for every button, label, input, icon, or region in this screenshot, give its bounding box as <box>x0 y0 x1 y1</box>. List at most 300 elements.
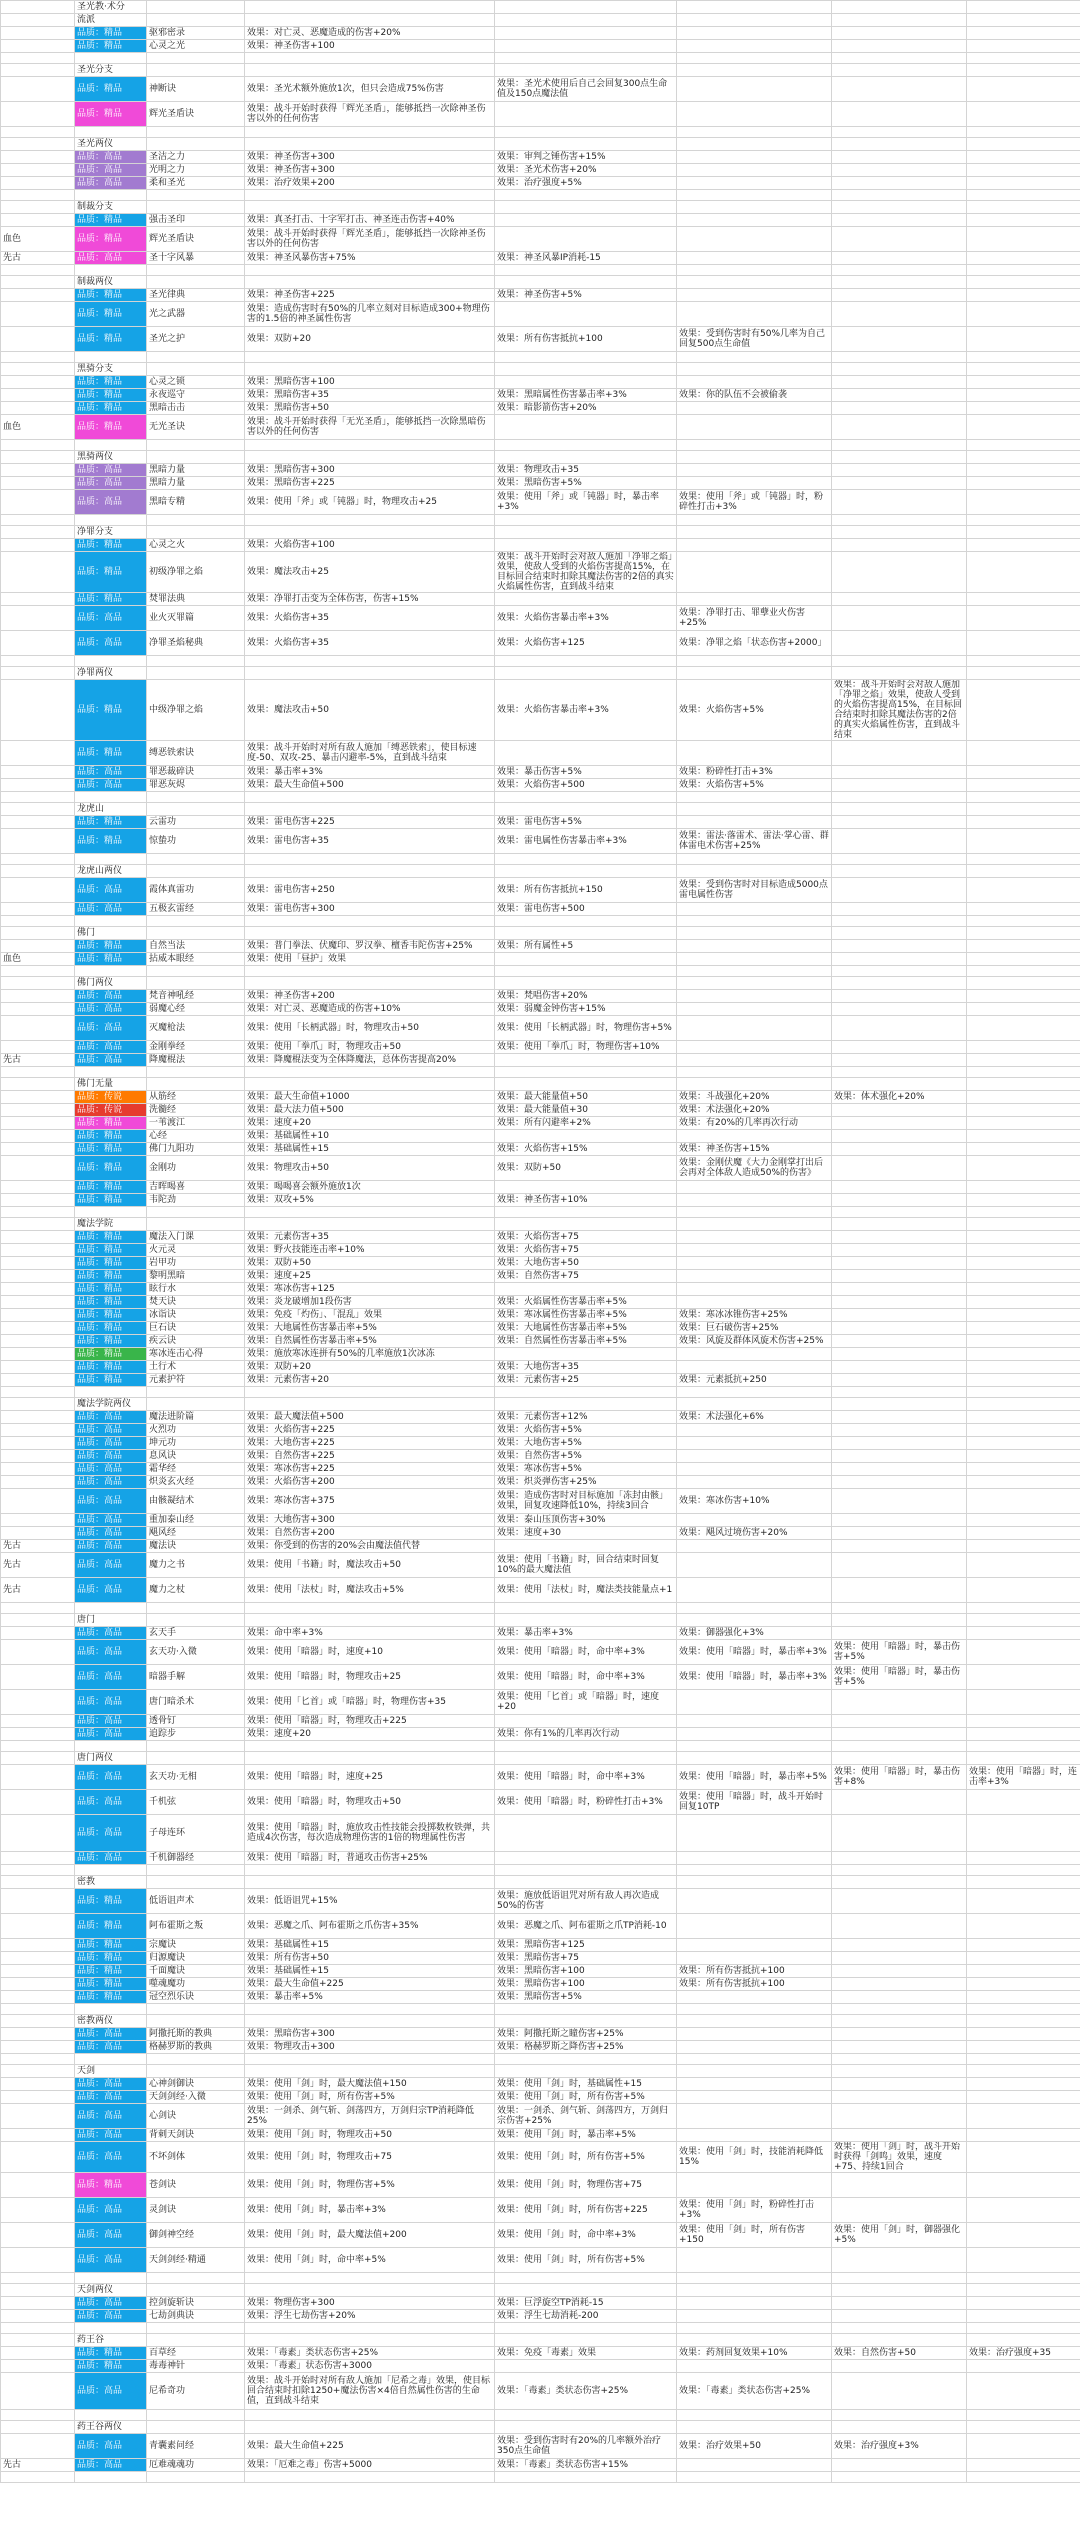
empty-cell[interactable] <box>832 966 967 977</box>
effect-cell[interactable] <box>677 1231 832 1244</box>
effect-cell[interactable] <box>677 1939 832 1952</box>
grade-cell[interactable]: 品质：精品 <box>75 77 147 102</box>
empty-cell[interactable] <box>245 138 495 151</box>
skill-name-cell[interactable]: 灭魔枪法 <box>147 1016 245 1041</box>
empty-cell[interactable] <box>147 792 245 803</box>
origin-cell[interactable] <box>1 990 75 1003</box>
origin-cell[interactable] <box>1 1104 75 1117</box>
effect-cell[interactable] <box>967 1437 1080 1450</box>
grade-cell[interactable]: 品质：高品 <box>75 1553 147 1578</box>
empty-cell[interactable] <box>245 1614 495 1627</box>
grade-cell[interactable]: 品质：高品 <box>75 1437 147 1450</box>
effect-cell[interactable]: 效果：使用「拳爪」时，物理伤害+10% <box>495 1041 677 1054</box>
empty-cell[interactable] <box>75 352 147 363</box>
effect-cell[interactable] <box>967 2104 1080 2129</box>
empty-cell[interactable] <box>495 526 677 539</box>
empty-cell[interactable] <box>832 1865 967 1876</box>
effect-cell[interactable] <box>967 1181 1080 1194</box>
skill-name-cell[interactable]: 光之武器 <box>147 302 245 327</box>
grade-cell[interactable]: 品质：高品 <box>75 1489 147 1514</box>
empty-cell[interactable] <box>495 2065 677 2078</box>
effect-cell[interactable] <box>832 1361 967 1374</box>
empty-cell[interactable] <box>147 854 245 865</box>
effect-cell[interactable]: 效果：双防+50 <box>245 1257 495 1270</box>
grade-cell[interactable]: 品质：高品 <box>75 779 147 792</box>
effect-cell[interactable] <box>677 1476 832 1489</box>
skill-name-cell[interactable]: 玄天手 <box>147 1627 245 1640</box>
grade-cell[interactable]: 品质：精品 <box>75 1257 147 1270</box>
empty-cell[interactable] <box>967 352 1080 363</box>
effect-cell[interactable] <box>677 1889 832 1914</box>
effect-cell[interactable] <box>677 1728 832 1741</box>
effect-cell[interactable]: 效果：大地伤害+35 <box>495 1361 677 1374</box>
effect-cell[interactable]: 效果：使用「剑」时，命中率+3% <box>495 2223 677 2248</box>
grade-cell[interactable]: 品质：精品 <box>75 1117 147 1130</box>
skill-name-cell[interactable]: 归源魔诀 <box>147 1952 245 1965</box>
effect-cell[interactable]: 效果：使用「暗器」时，战斗开始时回复10TP <box>677 1790 832 1815</box>
effect-cell[interactable] <box>832 1991 967 2004</box>
grade-cell[interactable]: 品质：高品 <box>75 1665 147 1690</box>
origin-cell[interactable] <box>1 1527 75 1540</box>
effect-cell[interactable] <box>967 27 1080 40</box>
effect-cell[interactable] <box>495 40 677 53</box>
empty-cell[interactable] <box>245 1398 495 1411</box>
grade-cell[interactable]: 品质：精品 <box>75 1244 147 1257</box>
skill-name-cell[interactable]: 霞体真雷功 <box>147 878 245 903</box>
empty-cell[interactable] <box>495 1218 677 1231</box>
effect-cell[interactable] <box>832 151 967 164</box>
effect-cell[interactable] <box>967 464 1080 477</box>
empty-cell[interactable] <box>245 2323 495 2334</box>
effect-cell[interactable]: 效果：使用「暗器」时，粉碎性打击+3% <box>495 1790 677 1815</box>
cell-a[interactable] <box>1 1398 75 1411</box>
grade-cell[interactable]: 品质：高品 <box>75 2028 147 2041</box>
effect-cell[interactable]: 效果：圣光术额外施放1次，但只会造成75%伤害 <box>245 77 495 102</box>
effect-cell[interactable] <box>677 1437 832 1450</box>
skill-name-cell[interactable]: 疾云诀 <box>147 1335 245 1348</box>
effect-cell[interactable]: 效果：元素伤害+12% <box>495 1411 677 1424</box>
grade-cell[interactable]: 品质：精品 <box>75 552 147 593</box>
effect-cell[interactable] <box>832 327 967 352</box>
effect-cell[interactable] <box>832 1054 967 1067</box>
section-name-cell[interactable]: 龙虎山两仪 <box>75 865 147 878</box>
effect-cell[interactable] <box>967 953 1080 966</box>
empty-cell[interactable] <box>245 2054 495 2065</box>
effect-cell[interactable]: 效果：战斗开始时会对敌人施加「净罪之焰」效果，使敌人受到的火焰伤害提高15%，在目标回合结束时扣除其魔法伤害的2倍的真实火焰属性伤害，直到战斗结束 <box>495 552 677 593</box>
skill-name-cell[interactable]: 魔法进阶篇 <box>147 1411 245 1424</box>
cell-a[interactable] <box>1 64 75 77</box>
skill-name-cell[interactable]: 千机弦 <box>147 1790 245 1815</box>
effect-cell[interactable] <box>967 2198 1080 2223</box>
effect-cell[interactable]: 效果：使用「暗器」时，暴击率+5% <box>677 1765 832 1790</box>
effect-cell[interactable] <box>967 40 1080 53</box>
empty-cell[interactable] <box>147 2410 245 2421</box>
empty-cell[interactable] <box>677 526 832 539</box>
section-name-cell[interactable]: 佛门 <box>75 927 147 940</box>
empty-cell[interactable] <box>147 1067 245 1078</box>
effect-cell[interactable] <box>677 102 832 127</box>
effect-cell[interactable] <box>832 1578 967 1603</box>
effect-cell[interactable]: 效果：使用「法杖」时，魔法攻击+5% <box>245 1578 495 1603</box>
cell-a[interactable] <box>1 803 75 816</box>
empty-cell[interactable] <box>1 1741 75 1752</box>
empty-cell[interactable] <box>832 1752 967 1765</box>
empty-cell[interactable] <box>495 966 677 977</box>
origin-cell[interactable] <box>1 1194 75 1207</box>
effect-cell[interactable]: 效果：火焰伤害+5% <box>677 680 832 741</box>
effect-cell[interactable]: 效果：火焰伤害+75 <box>495 1231 677 1244</box>
effect-cell[interactable]: 效果：使用「剑」时，所有伤害+150 <box>677 2223 832 2248</box>
origin-cell[interactable] <box>1 1939 75 1952</box>
grade-cell[interactable]: 品质：高品 <box>75 2091 147 2104</box>
empty-cell[interactable] <box>495 2410 677 2421</box>
origin-cell[interactable] <box>1 477 75 490</box>
empty-cell[interactable] <box>245 2472 495 2483</box>
skill-name-cell[interactable]: 巨石诀 <box>147 1322 245 1335</box>
empty-cell[interactable] <box>967 2334 1080 2347</box>
empty-cell[interactable] <box>677 451 832 464</box>
empty-cell[interactable] <box>967 2054 1080 2065</box>
effect-cell[interactable]: 效果：神圣伤害+5% <box>495 289 677 302</box>
effect-cell[interactable] <box>832 402 967 415</box>
effect-cell[interactable] <box>832 990 967 1003</box>
origin-cell[interactable] <box>1 376 75 389</box>
effect-cell[interactable]: 效果：使用「剑」时，物理攻击+75 <box>245 2142 495 2173</box>
effect-cell[interactable] <box>967 1852 1080 1865</box>
effect-cell[interactable] <box>967 1054 1080 1067</box>
effect-cell[interactable]: 效果：使用「暗器」时，命中率+3% <box>495 1640 677 1665</box>
effect-cell[interactable]: 效果：使用「暗器」时，暴击伤害+5% <box>832 1665 967 1690</box>
empty-cell[interactable] <box>147 2323 245 2334</box>
origin-cell[interactable] <box>1 1765 75 1790</box>
origin-cell[interactable] <box>1 1374 75 1387</box>
effect-cell[interactable]: 效果：战斗开始时获得「辉光圣盾」，能够抵挡一次除神圣伤害以外的任何伤害 <box>245 227 495 252</box>
effect-cell[interactable] <box>967 1690 1080 1715</box>
effect-cell[interactable]: 效果：造成伤害时对目标施加「冻封由骸」效果，回复攻速降低10%，持续3回合 <box>495 1489 677 1514</box>
origin-cell[interactable] <box>1 2028 75 2041</box>
empty-cell[interactable] <box>245 526 495 539</box>
effect-cell[interactable]: 效果：速度+20 <box>245 1117 495 1130</box>
section-name-cell[interactable]: 天剑 <box>75 2065 147 2078</box>
skill-name-cell[interactable]: 辉光圣盾诀 <box>147 102 245 127</box>
empty-cell[interactable] <box>495 1387 677 1398</box>
effect-cell[interactable]: 效果：速度+20 <box>245 1728 495 1741</box>
empty-cell[interactable] <box>832 2323 967 2334</box>
effect-cell[interactable]: 效果：暴击率+5% <box>245 1991 495 2004</box>
empty-cell[interactable] <box>967 792 1080 803</box>
skill-name-cell[interactable]: 暗器手解 <box>147 1665 245 1690</box>
grade-cell[interactable]: 品质：精品 <box>75 1181 147 1194</box>
effect-cell[interactable] <box>677 464 832 477</box>
effect-cell[interactable]: 效果：使用「剑」时，御器强化+5% <box>832 2223 967 2248</box>
origin-cell[interactable] <box>1 1514 75 1527</box>
grade-cell[interactable]: 品质：精品 <box>75 1361 147 1374</box>
empty-cell[interactable] <box>677 1876 832 1889</box>
skill-name-cell[interactable]: 魔法诀 <box>147 1540 245 1553</box>
section-name-cell[interactable]: 魔法学院两仪 <box>75 1398 147 1411</box>
effect-cell[interactable] <box>832 816 967 829</box>
effect-cell[interactable]: 效果：雷电属性伤害暴击率+3% <box>495 829 677 854</box>
origin-cell[interactable] <box>1 464 75 477</box>
section-name-cell[interactable]: 圣光分支 <box>75 64 147 77</box>
empty-cell[interactable] <box>967 1207 1080 1218</box>
effect-cell[interactable] <box>967 1978 1080 1991</box>
empty-cell[interactable] <box>495 792 677 803</box>
skill-name-cell[interactable]: 辉光圣盾诀 <box>147 227 245 252</box>
grade-cell[interactable]: 品质：精品 <box>75 1374 147 1387</box>
empty-cell[interactable] <box>967 2472 1080 2483</box>
skill-name-cell[interactable]: 心剑诀 <box>147 2104 245 2129</box>
empty-cell[interactable] <box>147 14 245 27</box>
effect-cell[interactable]: 效果：喝喝喜会额外施放1次 <box>245 1181 495 1194</box>
effect-cell[interactable] <box>832 1335 967 1348</box>
skill-name-cell[interactable]: 梵音神吼经 <box>147 990 245 1003</box>
effect-cell[interactable] <box>967 252 1080 265</box>
effect-cell[interactable]: 效果：双防+50 <box>495 1156 677 1181</box>
effect-cell[interactable]: 效果：所有伤害抵抗+150 <box>495 878 677 903</box>
empty-cell[interactable] <box>245 803 495 816</box>
effect-cell[interactable]: 效果：黑暗伤害+50 <box>245 402 495 415</box>
effect-cell[interactable] <box>677 289 832 302</box>
empty-cell[interactable] <box>832 1218 967 1231</box>
origin-cell[interactable] <box>1 552 75 593</box>
empty-cell[interactable] <box>147 667 245 680</box>
empty-cell[interactable] <box>967 2004 1080 2015</box>
effect-cell[interactable] <box>967 2223 1080 2248</box>
effect-cell[interactable]: 效果：你有1%的几率再次行动 <box>495 1728 677 1741</box>
skill-name-cell[interactable]: 圣十字风暴 <box>147 252 245 265</box>
empty-cell[interactable] <box>677 515 832 526</box>
effect-cell[interactable]: 效果：雷电伤害+500 <box>495 903 677 916</box>
effect-cell[interactable] <box>677 477 832 490</box>
empty-cell[interactable] <box>967 363 1080 376</box>
empty-cell[interactable] <box>147 2284 245 2297</box>
effect-cell[interactable]: 效果：金刚伏魔《大力金刚掌打出后会再对全体敌人造成50%的伤害》 <box>677 1156 832 1181</box>
empty-cell[interactable] <box>495 1603 677 1614</box>
effect-cell[interactable] <box>832 1231 967 1244</box>
grade-cell[interactable]: 品质：精品 <box>75 376 147 389</box>
effect-cell[interactable] <box>495 376 677 389</box>
effect-cell[interactable]: 效果：火焰伤害+75 <box>495 1244 677 1257</box>
grade-cell[interactable]: 品质：高品 <box>75 878 147 903</box>
effect-cell[interactable]: 效果：寒冰伤害+10% <box>677 1489 832 1514</box>
cell-a[interactable] <box>1 451 75 464</box>
origin-cell[interactable] <box>1 1156 75 1181</box>
effect-cell[interactable] <box>677 27 832 40</box>
empty-cell[interactable] <box>967 854 1080 865</box>
origin-cell[interactable] <box>1 1476 75 1489</box>
grade-cell[interactable]: 品质：高品 <box>75 1041 147 1054</box>
empty-cell[interactable] <box>245 1752 495 1765</box>
empty-cell[interactable] <box>147 440 245 451</box>
effect-cell[interactable] <box>967 1361 1080 1374</box>
effect-cell[interactable]: 效果：恶魔之爪、阿布霍斯之爪TP消耗-10 <box>495 1914 677 1939</box>
effect-cell[interactable]: 效果：物理攻击+35 <box>495 464 677 477</box>
effect-cell[interactable]: 效果：火焰伤害+35 <box>245 606 495 631</box>
empty-cell[interactable] <box>677 1218 832 1231</box>
empty-cell[interactable] <box>677 363 832 376</box>
effect-cell[interactable] <box>967 2091 1080 2104</box>
effect-cell[interactable]: 效果：基础属性+15 <box>245 1939 495 1952</box>
effect-cell[interactable]: 效果：药剂回复效果+10% <box>677 2347 832 2360</box>
grade-cell[interactable]: 品质：高品 <box>75 177 147 190</box>
effect-cell[interactable]: 效果：野火技能连击率+10% <box>245 1244 495 1257</box>
effect-cell[interactable] <box>832 1690 967 1715</box>
effect-cell[interactable] <box>677 1181 832 1194</box>
empty-cell[interactable] <box>832 2015 967 2028</box>
grade-cell[interactable]: 品质：精品 <box>75 214 147 227</box>
empty-cell[interactable] <box>147 64 245 77</box>
empty-cell[interactable] <box>677 1865 832 1876</box>
effect-cell[interactable] <box>832 953 967 966</box>
skill-name-cell[interactable]: 玄天功·入微 <box>147 1640 245 1665</box>
origin-cell[interactable] <box>1 177 75 190</box>
effect-cell[interactable] <box>677 40 832 53</box>
effect-cell[interactable] <box>832 2173 967 2198</box>
effect-cell[interactable] <box>967 415 1080 440</box>
empty-cell[interactable] <box>1 53 75 64</box>
origin-cell[interactable] <box>1 1296 75 1309</box>
origin-cell[interactable] <box>1 1117 75 1130</box>
effect-cell[interactable] <box>832 214 967 227</box>
empty-cell[interactable] <box>245 1865 495 1876</box>
empty-cell[interactable] <box>677 2065 832 2078</box>
empty-cell[interactable] <box>495 1 677 14</box>
effect-cell[interactable]: 效果：寒冰伤害+125 <box>245 1283 495 1296</box>
effect-cell[interactable]: 效果：圣光术使用后自己会回复300点生命值及150点魔法值 <box>495 77 677 102</box>
skill-name-cell[interactable]: 冠空烈乐诀 <box>147 1991 245 2004</box>
empty-cell[interactable] <box>495 190 677 201</box>
cell-a[interactable] <box>1 363 75 376</box>
effect-cell[interactable] <box>495 953 677 966</box>
effect-cell[interactable]: 效果：斗战强化+20% <box>677 1091 832 1104</box>
effect-cell[interactable]: 效果：战斗开始时会对敌人施加「净罪之焰」效果，使敌人受到的火焰伤害提高15%，在目标回合结束时扣除其魔法伤害的2倍的真实火焰属性伤害，直到战斗结束 <box>832 680 967 741</box>
effect-cell[interactable] <box>832 2078 967 2091</box>
grade-cell[interactable]: 品质：精品 <box>75 1231 147 1244</box>
effect-cell[interactable] <box>832 415 967 440</box>
effect-cell[interactable]: 效果：风旋及群体风旋术伤害+25% <box>677 1335 832 1348</box>
effect-cell[interactable]: 效果：使用「匕首」或「暗器」时，物理伤害+35 <box>245 1690 495 1715</box>
effect-cell[interactable]: 效果：大地伤害+300 <box>245 1514 495 1527</box>
empty-cell[interactable] <box>495 352 677 363</box>
effect-cell[interactable]: 效果：暴击伤害+5% <box>495 766 677 779</box>
skill-name-cell[interactable]: 从筋经 <box>147 1091 245 1104</box>
empty-cell[interactable] <box>677 127 832 138</box>
effect-cell[interactable]: 效果：神圣伤害+300 <box>245 151 495 164</box>
effect-cell[interactable] <box>677 1054 832 1067</box>
effect-cell[interactable] <box>832 2360 967 2373</box>
empty-cell[interactable] <box>832 2334 967 2347</box>
origin-cell[interactable]: 血色 <box>1 953 75 966</box>
empty-cell[interactable] <box>677 2472 832 2483</box>
skill-name-cell[interactable]: 业火灭罪篇 <box>147 606 245 631</box>
effect-cell[interactable] <box>967 1939 1080 1952</box>
grade-cell[interactable]: 品质：高品 <box>75 1003 147 1016</box>
empty-cell[interactable] <box>75 265 147 276</box>
skill-name-cell[interactable]: 佛门九阳功 <box>147 1143 245 1156</box>
empty-cell[interactable] <box>1 1603 75 1614</box>
empty-cell[interactable] <box>147 2472 245 2483</box>
skill-name-cell[interactable]: 唐门暗杀术 <box>147 1690 245 1715</box>
effect-cell[interactable]: 效果：火焰伤害+200 <box>245 1476 495 1489</box>
empty-cell[interactable] <box>967 1752 1080 1765</box>
effect-cell[interactable]: 效果：使用「剑」时，物理伤害+5% <box>245 2173 495 2198</box>
effect-cell[interactable] <box>967 829 1080 854</box>
effect-cell[interactable] <box>967 1728 1080 1741</box>
empty-cell[interactable] <box>245 201 495 214</box>
grade-cell[interactable]: 品质：精品 <box>75 1978 147 1991</box>
effect-cell[interactable]: 效果：治疗效果+200 <box>245 177 495 190</box>
effect-cell[interactable]: 效果：使用「昼护」效果 <box>245 953 495 966</box>
skill-name-cell[interactable]: 重加泰山经 <box>147 1514 245 1527</box>
effect-cell[interactable]: 效果：寒冰属性伤害暴击率+5% <box>495 1309 677 1322</box>
empty-cell[interactable] <box>245 440 495 451</box>
effect-cell[interactable] <box>967 1991 1080 2004</box>
empty-cell[interactable] <box>147 451 245 464</box>
effect-cell[interactable] <box>832 302 967 327</box>
origin-cell[interactable] <box>1 1965 75 1978</box>
grade-cell[interactable]: 品质：精品 <box>75 227 147 252</box>
grade-cell[interactable]: 品质：精品 <box>75 1270 147 1283</box>
effect-cell[interactable] <box>832 2459 967 2472</box>
effect-cell[interactable]: 效果：阿撒托斯之瞳伤害+25% <box>495 2028 677 2041</box>
origin-cell[interactable] <box>1 289 75 302</box>
empty-cell[interactable] <box>677 916 832 927</box>
effect-cell[interactable] <box>967 2129 1080 2142</box>
empty-cell[interactable] <box>832 451 967 464</box>
empty-cell[interactable] <box>75 53 147 64</box>
section-name-cell[interactable]: 净罪分支 <box>75 526 147 539</box>
effect-cell[interactable] <box>677 1540 832 1553</box>
empty-cell[interactable] <box>677 1398 832 1411</box>
grade-cell[interactable]: 品质：高品 <box>75 1765 147 1790</box>
origin-cell[interactable] <box>1 27 75 40</box>
effect-cell[interactable] <box>967 1156 1080 1181</box>
empty-cell[interactable] <box>677 792 832 803</box>
empty-cell[interactable] <box>677 2421 832 2434</box>
origin-cell[interactable]: 血色 <box>1 227 75 252</box>
skill-name-cell[interactable]: 光明之力 <box>147 164 245 177</box>
effect-cell[interactable] <box>677 2310 832 2323</box>
skill-name-cell[interactable]: 厄难魂魂功 <box>147 2459 245 2472</box>
empty-cell[interactable] <box>495 2421 677 2434</box>
effect-cell[interactable] <box>677 1463 832 1476</box>
effect-cell[interactable]: 效果：雷电伤害+35 <box>245 829 495 854</box>
effect-cell[interactable] <box>832 1143 967 1156</box>
effect-cell[interactable] <box>832 878 967 903</box>
effect-cell[interactable] <box>832 903 967 916</box>
skill-name-cell[interactable]: 金刚功 <box>147 1156 245 1181</box>
effect-cell[interactable]: 效果：使用「剑」时，技能消耗降低15% <box>677 2142 832 2173</box>
effect-cell[interactable]: 效果：黑暗伤害+100 <box>495 1978 677 1991</box>
effect-cell[interactable]: 效果：炽炎弹伤害+25% <box>495 1476 677 1489</box>
skill-name-cell[interactable]: 天剑剑经·入微 <box>147 2091 245 2104</box>
effect-cell[interactable]: 效果：恶魔之爪、阿布霍斯之爪伤害+35% <box>245 1914 495 1939</box>
empty-cell[interactable] <box>967 265 1080 276</box>
empty-cell[interactable] <box>967 916 1080 927</box>
effect-cell[interactable]: 效果：最大生命值+225 <box>245 1978 495 1991</box>
cell-a[interactable] <box>1 1614 75 1627</box>
empty-cell[interactable] <box>967 2421 1080 2434</box>
effect-cell[interactable]: 效果：「毒素」类状态伤害+25% <box>245 2347 495 2360</box>
skill-name-cell[interactable]: 圣洁之力 <box>147 151 245 164</box>
effect-cell[interactable] <box>832 1003 967 1016</box>
grade-cell[interactable]: 品质：精品 <box>75 1194 147 1207</box>
effect-cell[interactable] <box>967 2078 1080 2091</box>
effect-cell[interactable]: 效果：基础属性+10 <box>245 1130 495 1143</box>
effect-cell[interactable]: 效果：使用「暗器」时，暴击率+3% <box>677 1640 832 1665</box>
skill-name-cell[interactable]: 由骸凝结术 <box>147 1489 245 1514</box>
